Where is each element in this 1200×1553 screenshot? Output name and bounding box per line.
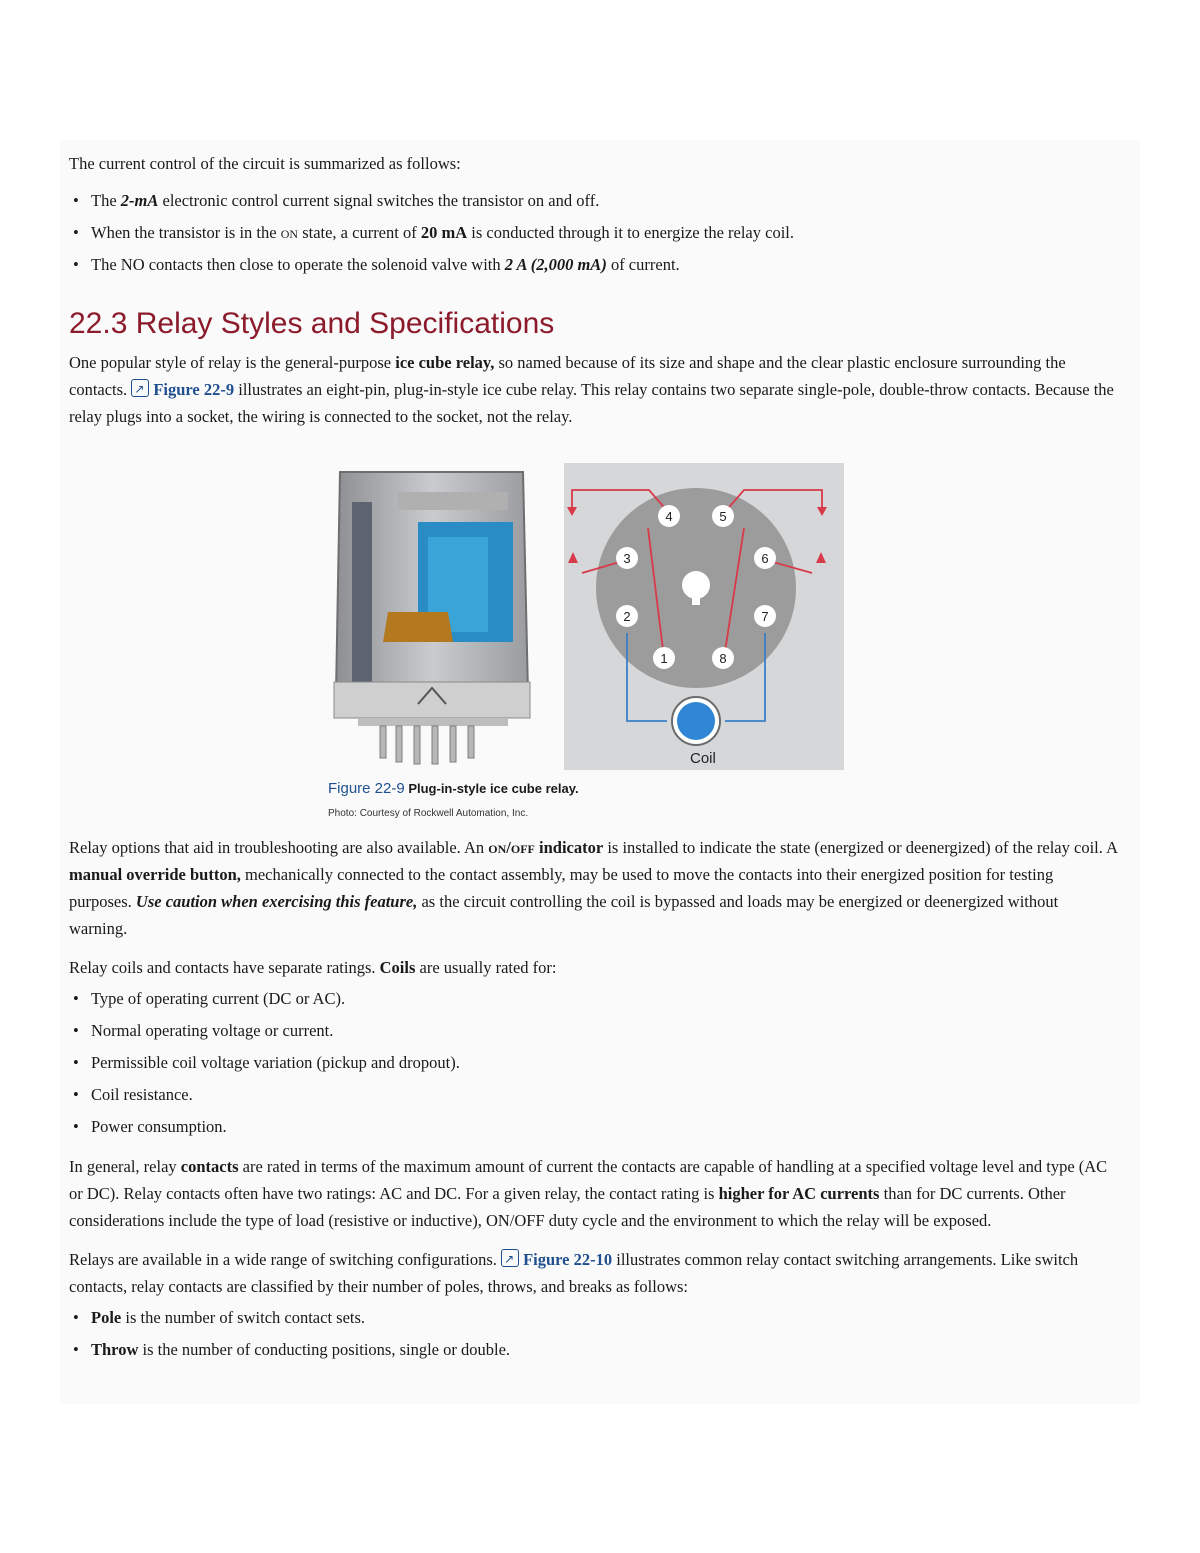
list-item: • Type of operating current (DC or AC). — [69, 983, 1119, 1015]
list-item: • Normal operating voltage or current. — [69, 1015, 1119, 1047]
pin-label: 2 — [623, 609, 631, 624]
pole-throw-list — [69, 1302, 1119, 1366]
socket-wiring-diagram — [564, 463, 844, 770]
pin-label: 8 — [719, 651, 727, 666]
list-item: • Throw is the number of conducting positions, single or double. — [69, 1334, 1119, 1366]
figure-caption: Figure 22-9 Plug-in-style ice cube relay. — [328, 780, 579, 797]
list-item: • When the transistor is in the on state, a current of 20 mA is conducted through it to energize the relay coil. — [69, 217, 1119, 249]
lower-content — [69, 834, 1119, 1366]
pin-label: 1 — [660, 651, 668, 666]
pin-label: 5 — [719, 509, 727, 524]
figure-22-9-link[interactable]: Figure 22-9 — [153, 380, 235, 399]
external-link-icon[interactable] — [131, 379, 149, 397]
figure-label: Figure 22-9 — [328, 780, 405, 797]
relay-photo — [328, 462, 536, 768]
list-item: • The 2-mA electronic control current signal switches the transistor on and off. — [69, 185, 1119, 217]
list-item: • The NO contacts then close to operate the solenoid valve with 2 A (2,000 mA) of current. — [69, 249, 1119, 281]
pin-label: 4 — [665, 509, 673, 524]
photo-credit: Photo: Courtesy of Rockwell Automation, Inc. — [328, 808, 529, 819]
paragraph-contacts: In general, relay contacts are rated in terms of the maximum amount of current the contacts are capable of handling at a specified voltage level and type (AC or DC). Relay contacts often have two ratings: AC and DC. For a given relay, the contact rating is higher for AC currents than for DC currents. Other considerations include the type of load (resistive or inductive), ON/OFF duty cycle and the environment to which the relay will be exposed. — [69, 1157, 1108, 1230]
pin-label: 6 — [761, 551, 769, 566]
intro-text: The current control of the circuit is summarized as follows: — [69, 154, 461, 173]
section-heading: 22.3 Relay Styles and Specifications — [69, 307, 555, 340]
pin-label: 7 — [761, 609, 769, 624]
paragraph-troubleshooting: Relay options that aid in troubleshooting are also available. An on/off indicator is installed to indicate the state (energized or deenergized) of the relay coil. A manual override button, mechanically connected to the contact assembly, may be used to move the contacts into their energized position for testing purposes. Use caution when exercising this feature, as the circuit controlling the coil is bypassed and loads may be energized or deenergized without warning. — [69, 838, 1118, 938]
list-item: • Permissible coil voltage variation (pickup and dropout). — [69, 1047, 1119, 1079]
paragraph-configurations: Relays are available in a wide range of switching configurations. ↗Figure 22-10 illustrates common relay contact switching arrangements. Like switch contacts, relay contacts are classified by their number of poles, throws, and breaks as follows: — [69, 1246, 1119, 1300]
control-summary-list — [69, 185, 1119, 281]
paragraph-ice-cube-relay: One popular style of relay is the general-purpose ice cube relay, so named because of its size and shape and the clear plastic enclosure surrounding the contacts. ↗Figure 22-9 illustrates an eight-pin, plug-in-style ice cube relay. This relay contains two separate single-pole, double-throw contacts. Because the relay plugs into a socket, the wiring is connected to the socket, not the relay. — [69, 349, 1119, 430]
coil-ratings-list — [69, 983, 1119, 1143]
figure-22-10-link[interactable]: Figure 22-10 — [523, 1250, 613, 1269]
external-link-icon[interactable] — [501, 1249, 519, 1267]
pin-label: 3 — [623, 551, 631, 566]
list-item: • Power consumption. — [69, 1111, 1119, 1143]
list-item: • Coil resistance. — [69, 1079, 1119, 1111]
list-item: • Pole is the number of switch contact sets. — [69, 1302, 1119, 1334]
paragraph-ratings: Relay coils and contacts have separate ratings. Coils are usually rated for: — [69, 958, 557, 977]
coil-label: Coil — [690, 750, 716, 767]
